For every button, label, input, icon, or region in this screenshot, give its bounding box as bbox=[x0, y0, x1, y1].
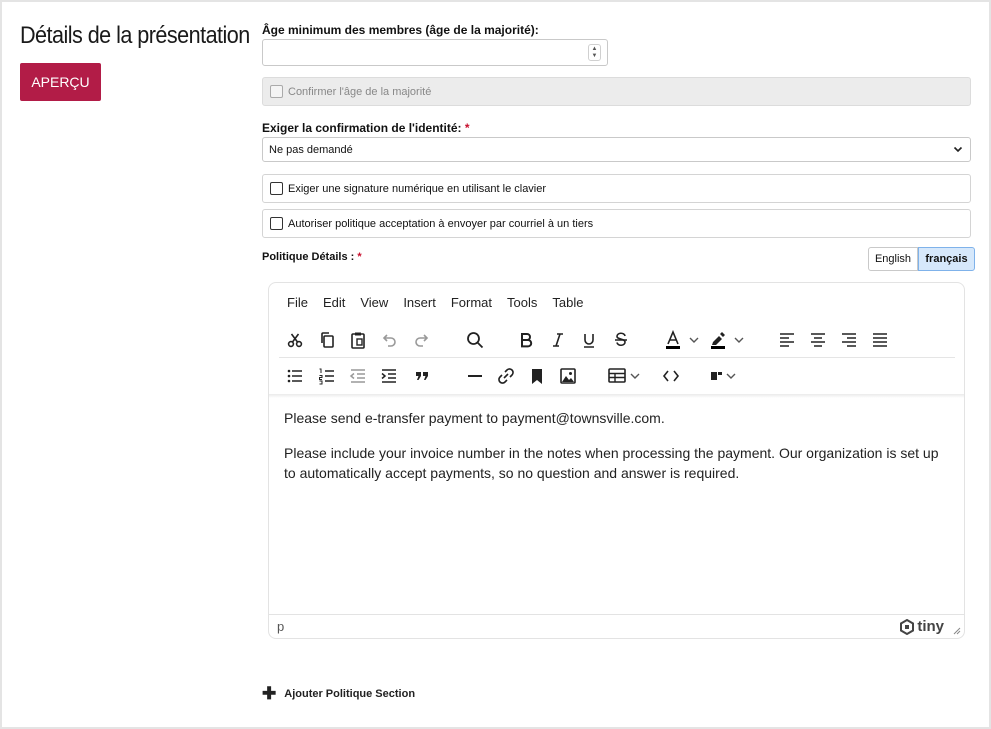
spinner-up-icon[interactable]: ▲ bbox=[591, 45, 598, 52]
add-policy-section-label: Ajouter Politique Section bbox=[284, 688, 416, 700]
text-color-icon[interactable] bbox=[664, 327, 702, 353]
editor-toolbar-row1 bbox=[279, 322, 955, 358]
numbered-list-icon[interactable] bbox=[316, 363, 338, 389]
age-input[interactable] bbox=[262, 39, 608, 66]
signature-checkbox[interactable] bbox=[270, 182, 283, 195]
table-icon[interactable] bbox=[607, 363, 643, 389]
add-policy-section-button[interactable] bbox=[262, 686, 415, 702]
redo-icon[interactable] bbox=[411, 327, 433, 353]
confirm-age-row bbox=[262, 77, 971, 106]
confirm-age-label: Confirmer l'âge de la majorité bbox=[288, 85, 432, 98]
signature-label: Exiger une signature numérique en utilisant le clavier bbox=[288, 182, 547, 195]
spinner-down-icon[interactable]: ▼ bbox=[591, 52, 598, 59]
highlight-color-icon[interactable] bbox=[709, 327, 747, 353]
menu-edit[interactable]: Edit bbox=[322, 294, 346, 310]
paste-icon[interactable] bbox=[347, 327, 369, 353]
italic-icon[interactable] bbox=[547, 327, 569, 353]
menu-table[interactable]: Table bbox=[552, 294, 584, 310]
signature-row[interactable] bbox=[262, 174, 971, 203]
search-icon[interactable] bbox=[464, 327, 486, 353]
blockquote-icon[interactable] bbox=[411, 363, 433, 389]
outdent-icon[interactable] bbox=[347, 363, 369, 389]
editor-menubar bbox=[269, 283, 964, 321]
plus-icon: ✚ bbox=[262, 684, 277, 703]
strikethrough-icon[interactable] bbox=[610, 327, 632, 353]
menu-file[interactable]: File bbox=[287, 294, 308, 310]
editor-toolbar-row2 bbox=[279, 358, 955, 394]
editor-content[interactable] bbox=[284, 408, 954, 498]
policy-details-label bbox=[262, 251, 362, 263]
align-center-icon[interactable] bbox=[807, 327, 829, 353]
number-spinner[interactable] bbox=[588, 44, 601, 61]
horizontal-rule-icon[interactable] bbox=[464, 363, 486, 389]
align-right-icon[interactable] bbox=[838, 327, 860, 353]
align-left-icon[interactable] bbox=[776, 327, 798, 353]
bookmark-icon[interactable] bbox=[526, 363, 548, 389]
identity-select[interactable] bbox=[262, 137, 971, 162]
menu-format[interactable]: Format bbox=[450, 294, 492, 310]
tiny-logo-icon bbox=[899, 619, 915, 635]
link-icon[interactable] bbox=[495, 363, 517, 389]
policy-details-label-text: Politique Détails : bbox=[262, 251, 355, 263]
editor-paragraph[interactable]: Please send e-transfer payment to payment@townsville.com. bbox=[284, 410, 665, 426]
underline-icon[interactable] bbox=[578, 327, 600, 353]
template-icon[interactable] bbox=[709, 363, 739, 389]
chevron-down-icon bbox=[952, 143, 964, 155]
undo-icon[interactable] bbox=[378, 327, 400, 353]
third-party-row[interactable] bbox=[262, 209, 971, 238]
menu-view[interactable]: View bbox=[360, 294, 389, 310]
editor-statusbar bbox=[269, 614, 964, 638]
menu-tools[interactable]: Tools bbox=[507, 294, 538, 310]
lang-english-button[interactable]: English bbox=[868, 247, 918, 271]
code-icon[interactable] bbox=[660, 363, 682, 389]
preview-button[interactable]: APERÇU bbox=[20, 63, 101, 101]
tiny-logo-text: tiny bbox=[917, 618, 944, 635]
lang-french-button[interactable]: français bbox=[918, 247, 975, 271]
bold-icon[interactable] bbox=[515, 327, 537, 353]
menu-insert[interactable]: Insert bbox=[403, 294, 436, 310]
rich-text-editor bbox=[268, 282, 965, 639]
copy-icon[interactable] bbox=[316, 327, 338, 353]
confirm-age-checkbox bbox=[270, 85, 283, 98]
identity-selected-value: Ne pas demandé bbox=[269, 143, 353, 156]
justify-icon[interactable] bbox=[869, 327, 891, 353]
third-party-label: Autoriser politique acceptation à envoyer par courriel à un tiers bbox=[288, 217, 594, 230]
language-toggle bbox=[868, 247, 975, 271]
cut-icon[interactable] bbox=[284, 327, 306, 353]
required-mark: * bbox=[464, 121, 470, 135]
required-mark: * bbox=[357, 251, 362, 263]
page-title: Détails de la présentation bbox=[20, 22, 250, 49]
identity-label-text: Exiger la confirmation de l'identité: bbox=[262, 121, 462, 135]
toolbar-shadow bbox=[269, 394, 964, 398]
element-path[interactable]: p bbox=[277, 619, 285, 634]
age-label: Âge minimum des membres (âge de la majorité): bbox=[262, 23, 539, 37]
tiny-logo[interactable] bbox=[899, 618, 944, 635]
third-party-checkbox[interactable] bbox=[270, 217, 283, 230]
image-icon[interactable] bbox=[557, 363, 579, 389]
identity-label bbox=[262, 121, 470, 135]
bullet-list-icon[interactable] bbox=[284, 363, 306, 389]
indent-icon[interactable] bbox=[378, 363, 400, 389]
resize-handle-icon[interactable] bbox=[952, 626, 961, 635]
editor-paragraph[interactable]: Please include your invoice number in the notes when processing the payment. Our organization is set up to automatically accept payments, so no question and answer is required. bbox=[284, 445, 939, 481]
